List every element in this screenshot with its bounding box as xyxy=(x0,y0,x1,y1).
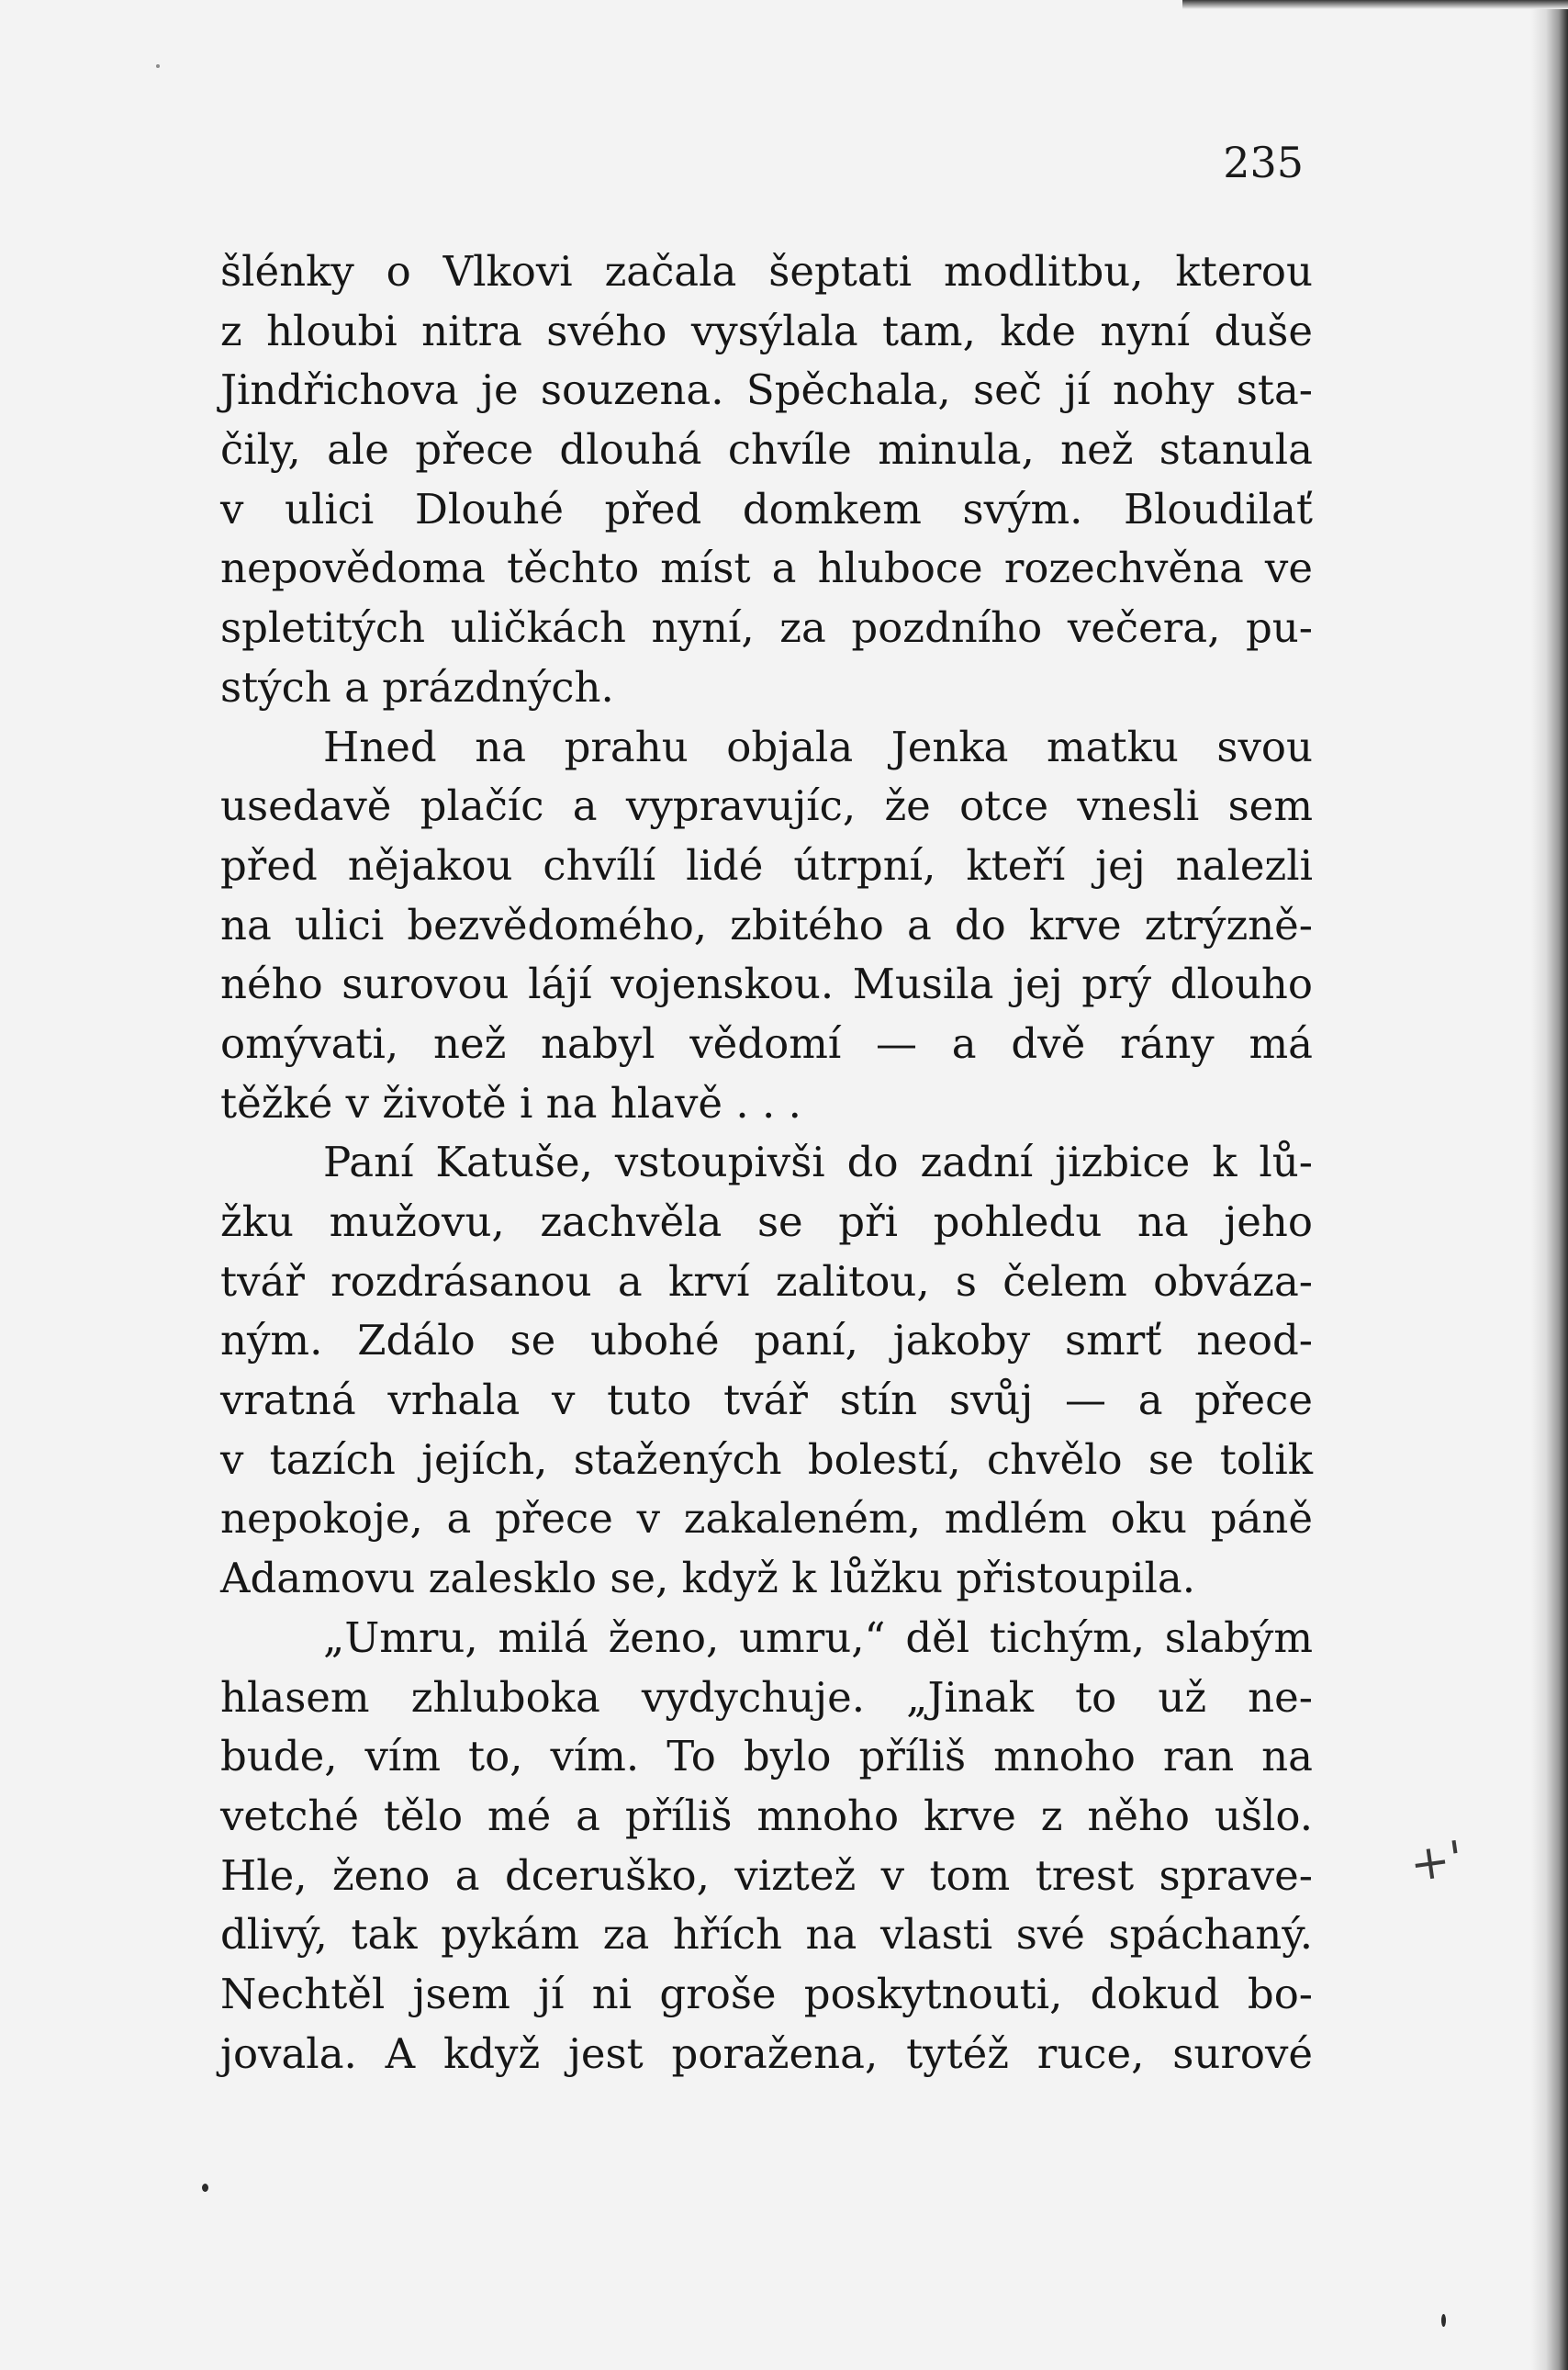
text-line: bude, vím to, vím. To bylo příliš mnoho ran na xyxy=(220,1732,1313,1781)
text-line: Hned na prahu objala Jenka matku svou xyxy=(323,722,1313,771)
text-line: vetché tělo mé a příliš mnoho krve z něho ušlo. xyxy=(220,1791,1313,1840)
ink-speck xyxy=(202,2184,208,2192)
text-line: vratná vrhala v tuto tvář stín svůj — a přece xyxy=(220,1376,1313,1425)
text-line: v ulici Dlouhé před domkem svým. Bloudilať xyxy=(220,484,1313,534)
text-line: Nechtěl jsem jí ni groše poskytnouti, dokud bo- xyxy=(220,1969,1313,2018)
text-line: před nějakou chvílí lidé útrpní, kteří jej nalezli xyxy=(220,840,1313,890)
text-line: nepovědoma těchto míst a hluboce rozechvěna ve xyxy=(220,544,1313,593)
text-line: v tazích jejích, stažených bolestí, chvělo se tolik xyxy=(220,1434,1313,1484)
text-line: spletitých uličkách nyní, za pozdního večera, pu- xyxy=(220,603,1313,653)
text-line: z hloubi nitra svého vysýlala tam, kde nyní duše xyxy=(220,306,1313,355)
text-line: stých a prázdných. xyxy=(220,662,614,712)
text-line: Adamovu zalesklo se, když k lůžku přistoupila. xyxy=(220,1554,1196,1603)
text-line: šlénky o Vlkovi začala šeptati modlitbu, kterou xyxy=(220,247,1313,296)
text-line: usedavě plačíc a vypravujíc, že otce vnesli sem xyxy=(220,781,1313,831)
text-line: čily, ale přece dlouhá chvíle minula, než stanula xyxy=(220,425,1313,475)
page-edge-shadow xyxy=(1531,0,1568,2370)
text-line: na ulici bezvědomého, zbitého a do krve ztrýzně- xyxy=(220,900,1313,949)
text-line: Paní Katuše, vstoupivši do zadní jizbice k lů- xyxy=(323,1138,1313,1187)
text-line: ného surovou lájí vojenskou. Musila jej prý dlouho xyxy=(220,960,1313,1009)
text-line: Jindřichova je souzena. Spěchala, seč jí nohy sta- xyxy=(220,365,1313,415)
text-line: tvář rozdrásanou a krví zalitou, s čelem obváza- xyxy=(220,1256,1313,1306)
text-line: „Umru, milá ženo, umru,“ děl tichým, slabým xyxy=(323,1612,1313,1662)
text-line: Hle, ženo a dceruško, viztež v tom trest sprave- xyxy=(220,1850,1313,1900)
text-line: těžké v životě i na hlavě . . . xyxy=(220,1078,801,1128)
text-line: jovala. A když jest poražena, tytéž ruce, surové xyxy=(220,2028,1313,2078)
text-line: ným. Zdálo se ubohé paní, jakoby smrť neod- xyxy=(220,1316,1313,1365)
margin-annotation-mark: +' xyxy=(1406,1831,1467,1893)
text-line: dlivý, tak pykám za hřích na vlasti své spáchaný. xyxy=(220,1910,1313,1960)
text-line: omývati, než nabyl vědomí — a dvě rány má xyxy=(220,1018,1313,1068)
ink-speck xyxy=(156,64,160,68)
text-line: žku mužovu, zachvěla se při pohledu na jeho xyxy=(220,1197,1313,1246)
body-text xyxy=(220,242,1313,2084)
text-line: hlasem zhluboka vydychuje. „Jinak to už ne- xyxy=(220,1672,1313,1722)
page-top-edge xyxy=(1182,0,1568,9)
ink-speck xyxy=(1441,2314,1446,2327)
page-number: 235 xyxy=(1223,138,1304,187)
text-line: nepokoje, a přece v zakaleném, mdlém oku páně xyxy=(220,1494,1313,1544)
